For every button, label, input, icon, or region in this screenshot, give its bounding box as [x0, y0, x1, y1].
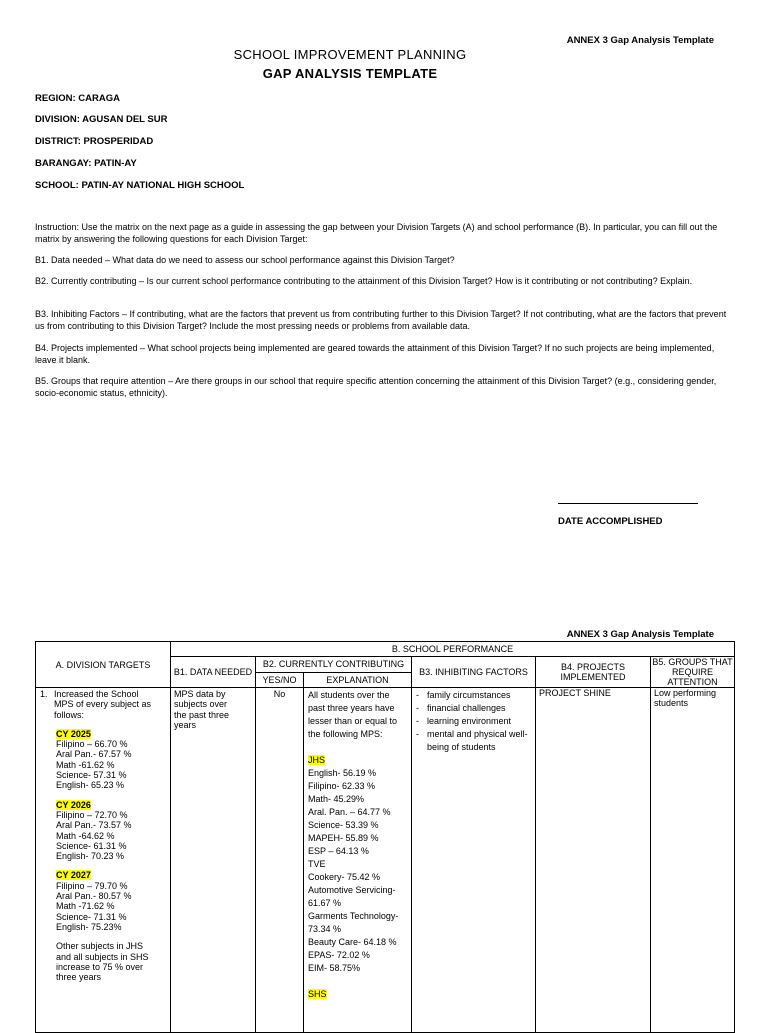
target-number: 1.: [40, 689, 48, 699]
target-intro-line: MPS of every subject as: [54, 699, 152, 710]
division-target-cell: [36, 688, 171, 1033]
cy2027-value: Aral Pan.- 80.57 %: [56, 891, 132, 902]
header-b4-projects-implemented: B4. PROJECTS IMPLEMENTED: [536, 657, 651, 688]
cy2027-value: English- 75.23%: [56, 921, 122, 932]
cy2025-value: Filipino – 66.70 %: [56, 739, 128, 750]
cy2027-value: Filipino – 79.70 %: [56, 880, 128, 891]
other-subjects-note: Other subjects in JHS: [56, 941, 144, 952]
school-field: SCHOOL: PATIN-AY NATIONAL HIGH SCHOOL: [35, 180, 245, 191]
explanation-line: All students over the: [308, 690, 390, 700]
instruction-text: Instruction: Use the matrix on the next page as a guide in assessing the gap between your Division Targets (A) and school performance (B). In particular, you can fill out the matrix by answering the following questions for each Division Target:: [35, 222, 718, 244]
question-b2: B2. Currently contributing – Is our current school performance contributing to the attainment of this Division Target? How is it contributing or not contributing? Explain.: [35, 276, 693, 286]
other-subjects-note: increase to 75 % over: [56, 961, 144, 972]
explanation-line: lesser than or equal to: [308, 716, 398, 726]
annex-label-page2: ANNEX 3 Gap Analysis Template: [566, 629, 714, 640]
document-title: SCHOOL IMPROVEMENT PLANNING: [233, 47, 467, 62]
date-accomplished-label: DATE ACCOMPLISHED: [558, 516, 663, 527]
gap-analysis-table: [35, 641, 735, 1033]
header-b1-data-needed: B1. DATA NEEDED: [171, 657, 256, 688]
cy2026-value: Math -64.62 %: [56, 830, 115, 841]
cy2026-label: CY 2026: [56, 799, 91, 810]
jhs-mps-line: ESP – 64.13 %: [308, 846, 369, 856]
jhs-mps-line: Cookery- 75.42 %: [308, 872, 381, 882]
cy2026-value: Aral Pan.- 73.57 %: [56, 820, 132, 831]
projects-implemented-cell: PROJECT SHINE: [536, 688, 651, 1033]
inhibiting-factors-cell: - family circumstances - financial challenges - learning environment - mental and physical well-being of students: [412, 688, 536, 1033]
explanation-line: past three years have: [308, 703, 395, 713]
annex-label: ANNEX 3 Gap Analysis Template: [566, 35, 714, 46]
cy2027-value: Math -71.62 %: [56, 901, 115, 912]
other-subjects-note: and all subjects in SHS: [56, 951, 149, 962]
jhs-label: JHS: [308, 755, 326, 765]
groups-attention-cell: [651, 688, 735, 1033]
question-b3: B3. Inhibiting Factors – If contributing, what are the factors that prevent us from contributing further to this Division Target? If not contributing, what are the factors that prevent us from contributing to this Division Target? Include the most pressing needs or problems from available data.: [35, 309, 727, 331]
jhs-mps-line: Filipino- 62.33 %: [308, 781, 376, 791]
cy2025-value: English- 65.23 %: [56, 780, 125, 791]
data-needed-cell: [171, 688, 256, 1033]
cy2025-value: Science- 57.31 %: [56, 770, 127, 781]
barangay-field: BARANGAY: PATIN-AY: [35, 158, 137, 169]
data-needed-line: the past three: [174, 709, 230, 720]
shs-label: SHS: [308, 989, 327, 999]
cy2025-value: Aral Pan.- 67.57 %: [56, 749, 132, 760]
jhs-mps-line: Science- 53.39 %: [308, 820, 379, 830]
cy2027-label: CY 2027: [56, 870, 91, 881]
jhs-mps-line: MAPEH- 55.89 %: [308, 833, 379, 843]
header-b5-groups-attention: B5. GROUPS THAT REQUIRE ATTENTION: [652, 657, 733, 687]
cy2027-value: Science- 71.31 %: [56, 911, 127, 922]
inhibiting-factor: financial challenges: [427, 703, 506, 713]
question-b4: B4. Projects implemented – What school projects being implemented are geared towards the attainment of this Division Target? If no such projects are being implemented, leave it blank.: [35, 343, 715, 365]
header-school-performance: B. SCHOOL PERFORMANCE: [171, 642, 735, 657]
other-subjects-note: three years: [56, 972, 102, 983]
jhs-mps-line: Automotive Servicing-: [308, 885, 396, 895]
jhs-mps-line: Math- 45.29%: [308, 794, 365, 804]
header-division-targets: A. DIVISION TARGETS: [36, 642, 171, 688]
jhs-mps-line: Garments Technology-: [308, 911, 399, 921]
cy2026-value: Science- 61.31 %: [56, 840, 127, 851]
explanation-line: the following MPS:: [308, 729, 383, 739]
jhs-mps-line: EPAS- 72.02 %: [308, 950, 370, 960]
jhs-mps-line: Aral. Pan. – 64.77 %: [308, 807, 391, 817]
jhs-mps-line: EIM- 58.75%: [308, 963, 361, 973]
district-field: DISTRICT: PROSPERIDAD: [35, 136, 154, 147]
inhibiting-factor: learning environment: [427, 716, 512, 726]
inhibiting-factor: mental and physical well-being of students: [427, 729, 528, 752]
document-subtitle: GAP ANALYSIS TEMPLATE: [262, 66, 438, 81]
header-explanation: EXPLANATION: [304, 672, 412, 688]
question-b5: B5. Groups that require attention – Are there groups in our school that require specific attention concerning the attainment of this Division Target? (e.g., considering gender, socio-economic status, ethnicity).: [35, 376, 717, 398]
inhibiting-factor: family circumstances: [427, 690, 511, 700]
jhs-mps-line: 61.67 %: [308, 898, 342, 908]
groups-line: students: [654, 698, 689, 708]
data-needed-line: subjects over: [174, 699, 228, 710]
target-intro-line: Increased the School: [54, 689, 139, 699]
header-b3-inhibiting-factors: B3. INHIBITING FACTORS: [412, 657, 536, 688]
explanation-cell: [304, 688, 412, 1033]
header-yes-no: YES/NO: [256, 672, 304, 688]
jhs-mps-line: TVE: [308, 859, 326, 869]
cy2026-value: English- 70.23 %: [56, 851, 125, 862]
region-field: REGION: CARAGA: [35, 93, 120, 104]
data-needed-line: years: [174, 719, 197, 730]
cy2025-value: Math -61.62 %: [56, 759, 115, 770]
target-intro-line: follows:: [54, 709, 85, 720]
groups-line: Low performing: [654, 688, 717, 698]
jhs-mps-line: 73.34 %: [308, 924, 342, 934]
signature-line: [558, 503, 698, 504]
division-field: DIVISION: AGUSAN DEL SUR: [35, 114, 168, 125]
header-b2-currently-contributing: B2. CURRENTLY CONTRIBUTING: [256, 657, 412, 673]
data-needed-line: MPS data by: [174, 689, 226, 699]
cy2025-label: CY 2025: [56, 728, 91, 739]
jhs-mps-line: English- 56.19 %: [308, 768, 377, 778]
cy2026-value: Filipino – 72.70 %: [56, 809, 128, 820]
question-b1: B1. Data needed – What data do we need to assess our school performance against this Division Target?: [35, 255, 455, 265]
yes-no-cell: No: [256, 688, 304, 1033]
jhs-mps-line: Beauty Care- 64.18 %: [308, 937, 397, 947]
